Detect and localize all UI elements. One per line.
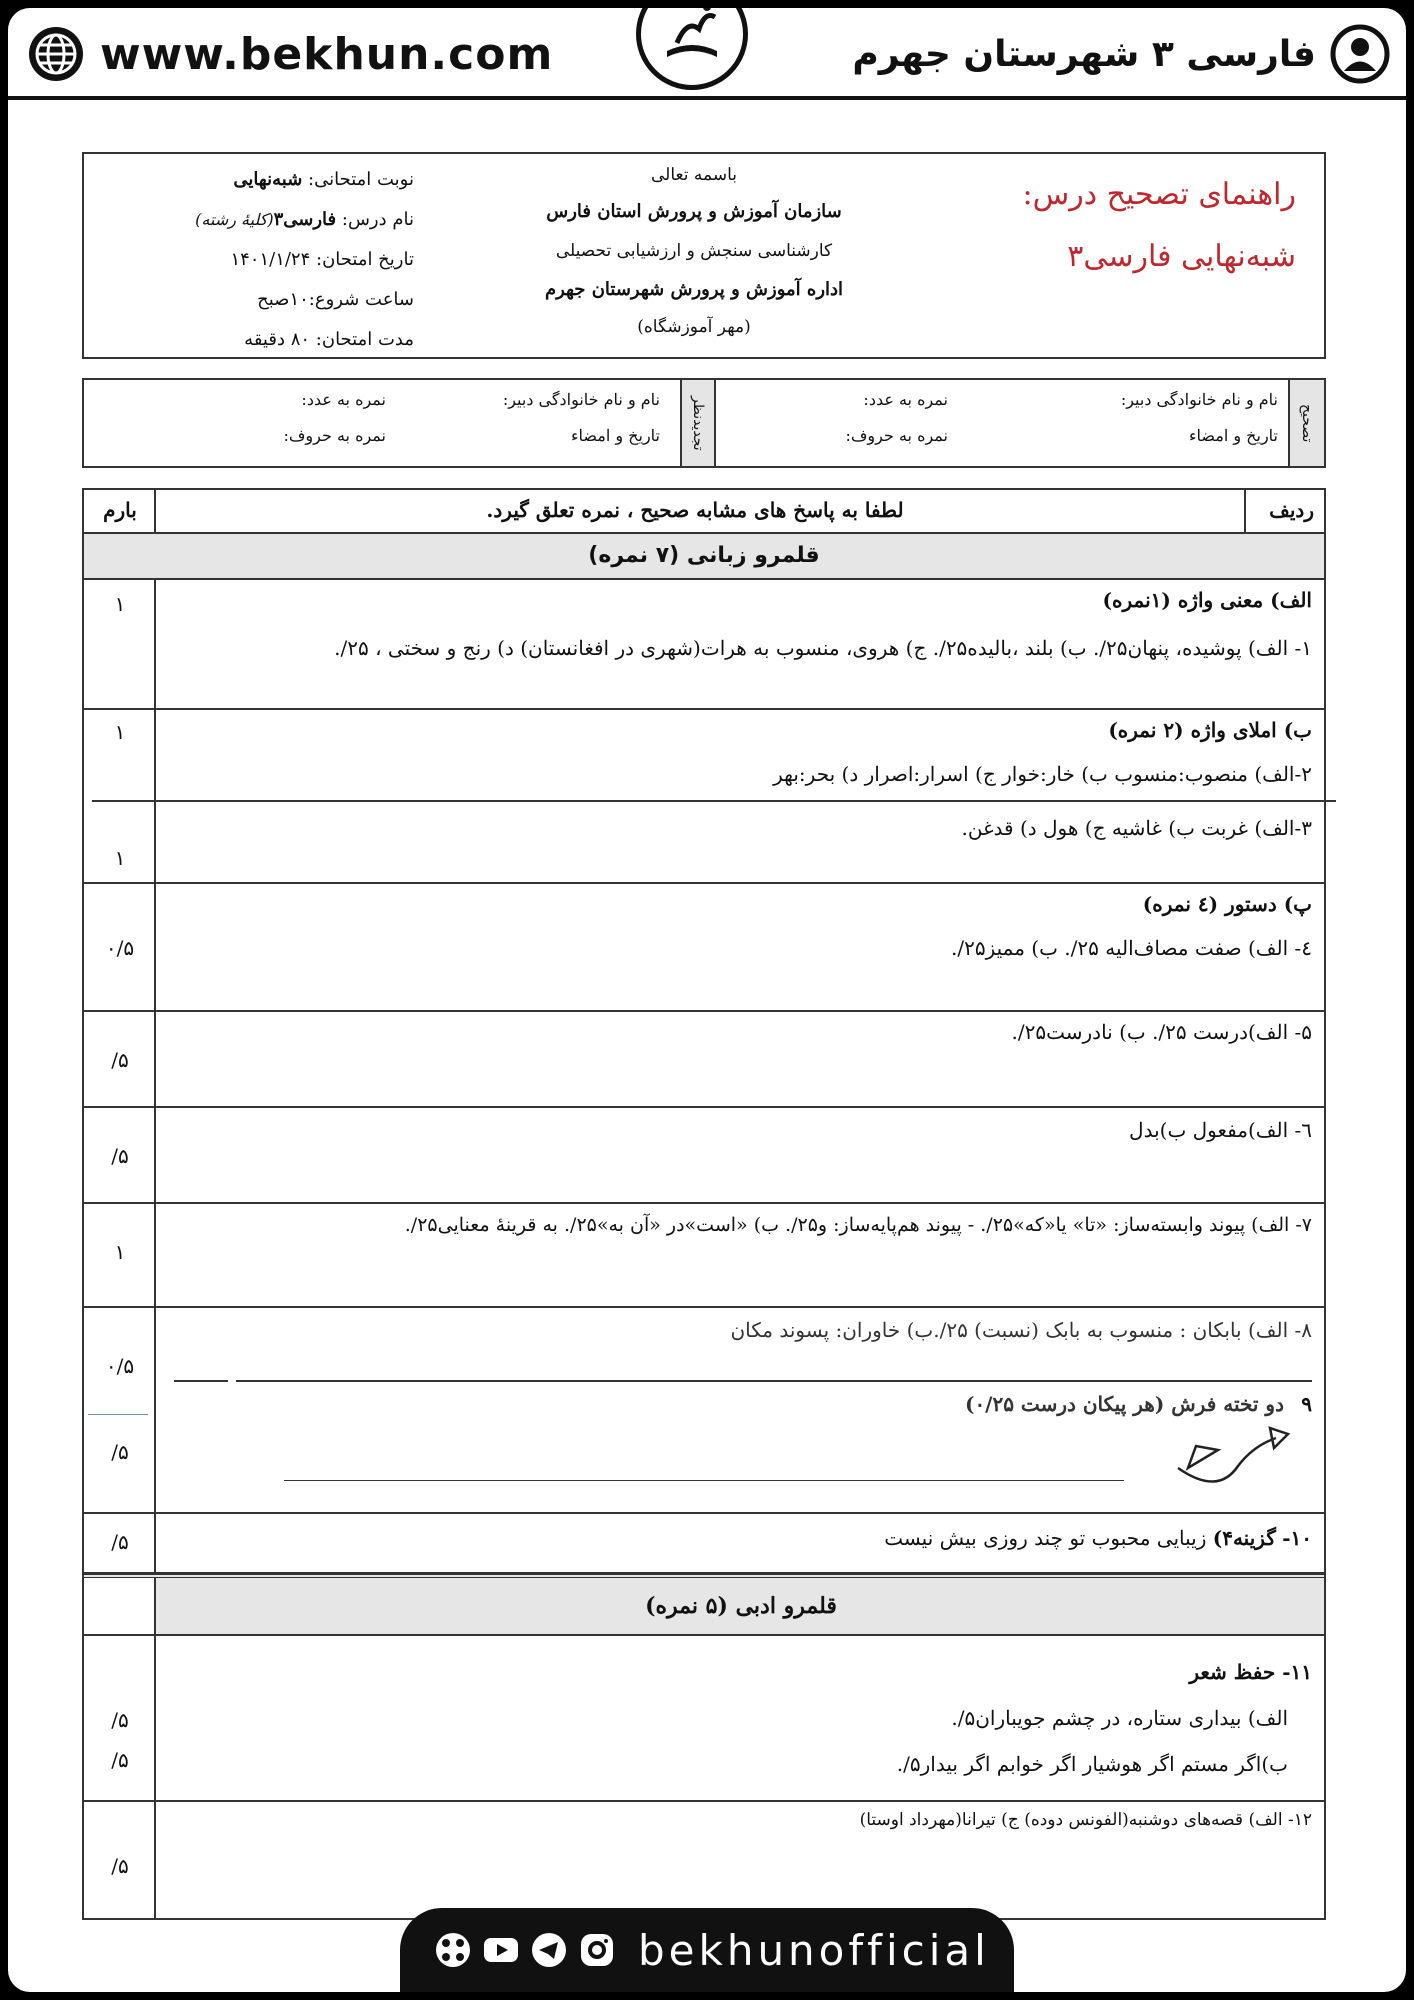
score-q1: ۱ <box>114 592 126 616</box>
exam-header <box>852 22 1390 86</box>
start-time: ساعت شروع:۱۰صبح <box>257 289 414 310</box>
q11a-answer: الف) بیداری ستاره، در چشم جویباران۵/. <box>951 1706 1288 1730</box>
instagram-icon[interactable] <box>578 1931 616 1969</box>
question-row-7 <box>84 1204 1324 1308</box>
book-logo-icon <box>657 8 727 69</box>
organization-block <box>504 160 884 342</box>
question-row-8-9 <box>84 1308 1324 1514</box>
exam-date: تاریخ امتحان: ۱۴۰۱/۱/۲۴ <box>230 249 414 270</box>
question-row-6 <box>84 1108 1324 1204</box>
answer-guide-title <box>1023 164 1296 288</box>
q9-answer: دو تخته فرش (هر پیکان درست ۰/۲۵) <box>964 1392 1284 1416</box>
q1-section-title: الف) معنی واژه (۱نمره) <box>1102 588 1312 612</box>
section-language-title: قلمرو زبانی (۷ نمره) <box>588 543 820 568</box>
teacher-name-label: نام و نام خانوادگی دبیر: <box>1120 390 1278 409</box>
answer-line <box>284 1480 1124 1481</box>
q3-answer: ۳-الف) غربت ب) غاشیه ج) هول د) قدغن. <box>961 816 1312 840</box>
score-q2: ۱ <box>114 720 126 744</box>
score-q7: ۱ <box>114 1240 126 1264</box>
top-banner <box>8 8 1406 100</box>
sign-date-label: تاریخ و امضاء <box>1188 426 1278 445</box>
q10-option: گزینه۴) <box>1212 1526 1276 1550</box>
org-province: سازمان آموزش و پرورش استان فارس <box>546 201 842 222</box>
arrow-diagram <box>1158 1416 1298 1486</box>
score-q3: ۱ <box>114 846 126 870</box>
org-city: اداره آموزش و پرورش شهرستان جهرم <box>544 279 844 300</box>
q12-answer: ۱۲- الف) قصه‌های دوشنبه(الفونس دوده) ج) تیرانا(مهرداد اوستا) <box>859 1810 1312 1830</box>
section-literary-title: قلمرو ادبی (۵ نمره) <box>645 1593 837 1619</box>
review-label: تجدیدنظر <box>680 380 716 466</box>
score-q11a: /۵ <box>111 1708 129 1732</box>
youtube-icon[interactable] <box>482 1931 520 1969</box>
question-row-4 <box>84 884 1324 1012</box>
q11b-answer: ب)اگر مستم اگر هوشیار اگر خوابم اگر بیدار۵/. <box>896 1752 1288 1776</box>
globe-icon <box>26 24 86 84</box>
header-title: فارسی ۳ شهرستان جهرم <box>852 33 1316 75</box>
answer-table <box>82 488 1326 1920</box>
question-row-11 <box>84 1636 1324 1802</box>
brand-logo <box>636 8 748 90</box>
score-q6: /۵ <box>111 1144 129 1168</box>
col-score-header: بارم <box>103 498 137 522</box>
aparat-icon[interactable] <box>434 1931 472 1969</box>
score-q11b: /۵ <box>111 1748 129 1772</box>
exam-info-box <box>82 152 1326 359</box>
section-literary <box>84 1574 1324 1636</box>
table-header <box>84 490 1324 534</box>
website-link[interactable] <box>26 22 553 86</box>
score-q8: ۰/۵ <box>105 1354 135 1378</box>
q5-answer: ۵- الف)درست ۲۵/. ب) نادرست۲۵/. <box>1011 1020 1312 1044</box>
social-footer <box>400 1908 1014 1992</box>
col-row-header: ردیف <box>1269 498 1314 522</box>
review-score-number-label: نمره به عدد: <box>301 390 386 409</box>
exam-duration: مدت امتحان: ۸۰ دقیقه <box>244 329 414 350</box>
review-teacher-name-label: نام و نام خانوادگی دبیر: <box>502 390 660 409</box>
q11-title: ۱۱- حفظ شعر <box>1189 1660 1312 1684</box>
question-row-10 <box>84 1514 1324 1574</box>
q10-answer-line: ۱۰- گزینه۴) زیبایی محبوب تو چند روزی بیش نیست <box>884 1526 1312 1550</box>
school-stamp: (مهر آموزشگاه) <box>637 317 751 337</box>
course-name: نام درس: فارسی۳(کلیهٔ رشته) <box>195 209 414 230</box>
q4-answer: ٤- الف) صفت مصاف‌الیه ۲۵/. ب) ممیز۲۵/. <box>951 936 1312 960</box>
score-q5: /۵ <box>111 1048 129 1072</box>
q2-answer: ۲-الف) منصوب:منسوب ب) خار:خوار ج) اسرار:اصرار د) بحر:بهر <box>773 762 1312 786</box>
section-language <box>84 534 1324 580</box>
q9-number: ۹ <box>1301 1392 1312 1416</box>
q6-answer: ٦- الف)مفعول ب)بدل <box>1129 1118 1312 1142</box>
exam-details <box>144 160 414 360</box>
q2-section-title: ب) املای واژه (۲ نمره) <box>1108 718 1312 742</box>
guide-line-1: راهنمای تصحیح درس: <box>1022 177 1296 212</box>
user-icon <box>1330 24 1390 84</box>
col-instruction-header: لطفا به پاسخ های مشابه صحیح ، نمره تعلق گیرد. <box>486 498 904 522</box>
q10-answer: زیبایی محبوب تو چند روزی بیش نیست <box>884 1526 1207 1550</box>
score-q9: /۵ <box>111 1440 129 1464</box>
score-words-label: نمره به حروف: <box>845 426 948 445</box>
grading-box <box>82 378 1326 468</box>
review-sign-date-label: تاریخ و امضاء <box>570 426 660 445</box>
bismillah: باسمه تعالی <box>651 165 737 185</box>
social-handle[interactable]: bekhunofficial <box>638 1925 990 1975</box>
exam-turn: نوبت امتحانی: شبه‌نهایی <box>233 169 414 190</box>
score-q4: ۰/۵ <box>105 936 135 960</box>
page <box>8 8 1406 1992</box>
telegram-icon[interactable] <box>530 1931 568 1969</box>
q8-answer: ۸- الف) بابکان : منسوب به بابک (نسبت) ۲۵/.ب) خاوران: پسوند مکان <box>730 1318 1312 1342</box>
review-score-words-label: نمره به حروف: <box>283 426 386 445</box>
score-number-label: نمره به عدد: <box>863 390 948 409</box>
q4-section-title: پ) دستور (٤ نمره) <box>1142 892 1312 916</box>
q1-answer: ۱- الف) پوشیده، پنهان۲۵/. ب) بلند ،بالیده۲۵/. ج) هروی، منسوب به هرات(شهری در افغانستان) د) رنج و سختی ، ۲۵/. <box>334 636 1312 660</box>
q7-answer: ۷- الف) پیوند وابسته‌ساز: «تا» یا«که»۲۵/. - پیوند هم‌پایه‌ساز: و۲۵/. ب) «است»در «آن به»۲۵/. به قرینهٔ معنایی۲۵/. <box>404 1214 1312 1236</box>
score-q12: /۵ <box>111 1854 129 1878</box>
divider <box>88 1414 148 1415</box>
site-url[interactable]: www.bekhun.com <box>100 28 554 80</box>
correction-label: تصحیح <box>1288 380 1324 466</box>
question-row-12 <box>84 1802 1324 1918</box>
question-row-2-3 <box>84 710 1324 884</box>
guide-line-2: شبه‌نهایی فارسی۳ <box>1067 239 1296 274</box>
org-department: کارشناسی سنجش و ارزشیابی تحصیلی <box>555 241 833 261</box>
score-q10: /۵ <box>111 1530 129 1554</box>
question-row-1 <box>84 580 1324 710</box>
question-row-5 <box>84 1012 1324 1108</box>
answer-line <box>174 1380 1312 1382</box>
